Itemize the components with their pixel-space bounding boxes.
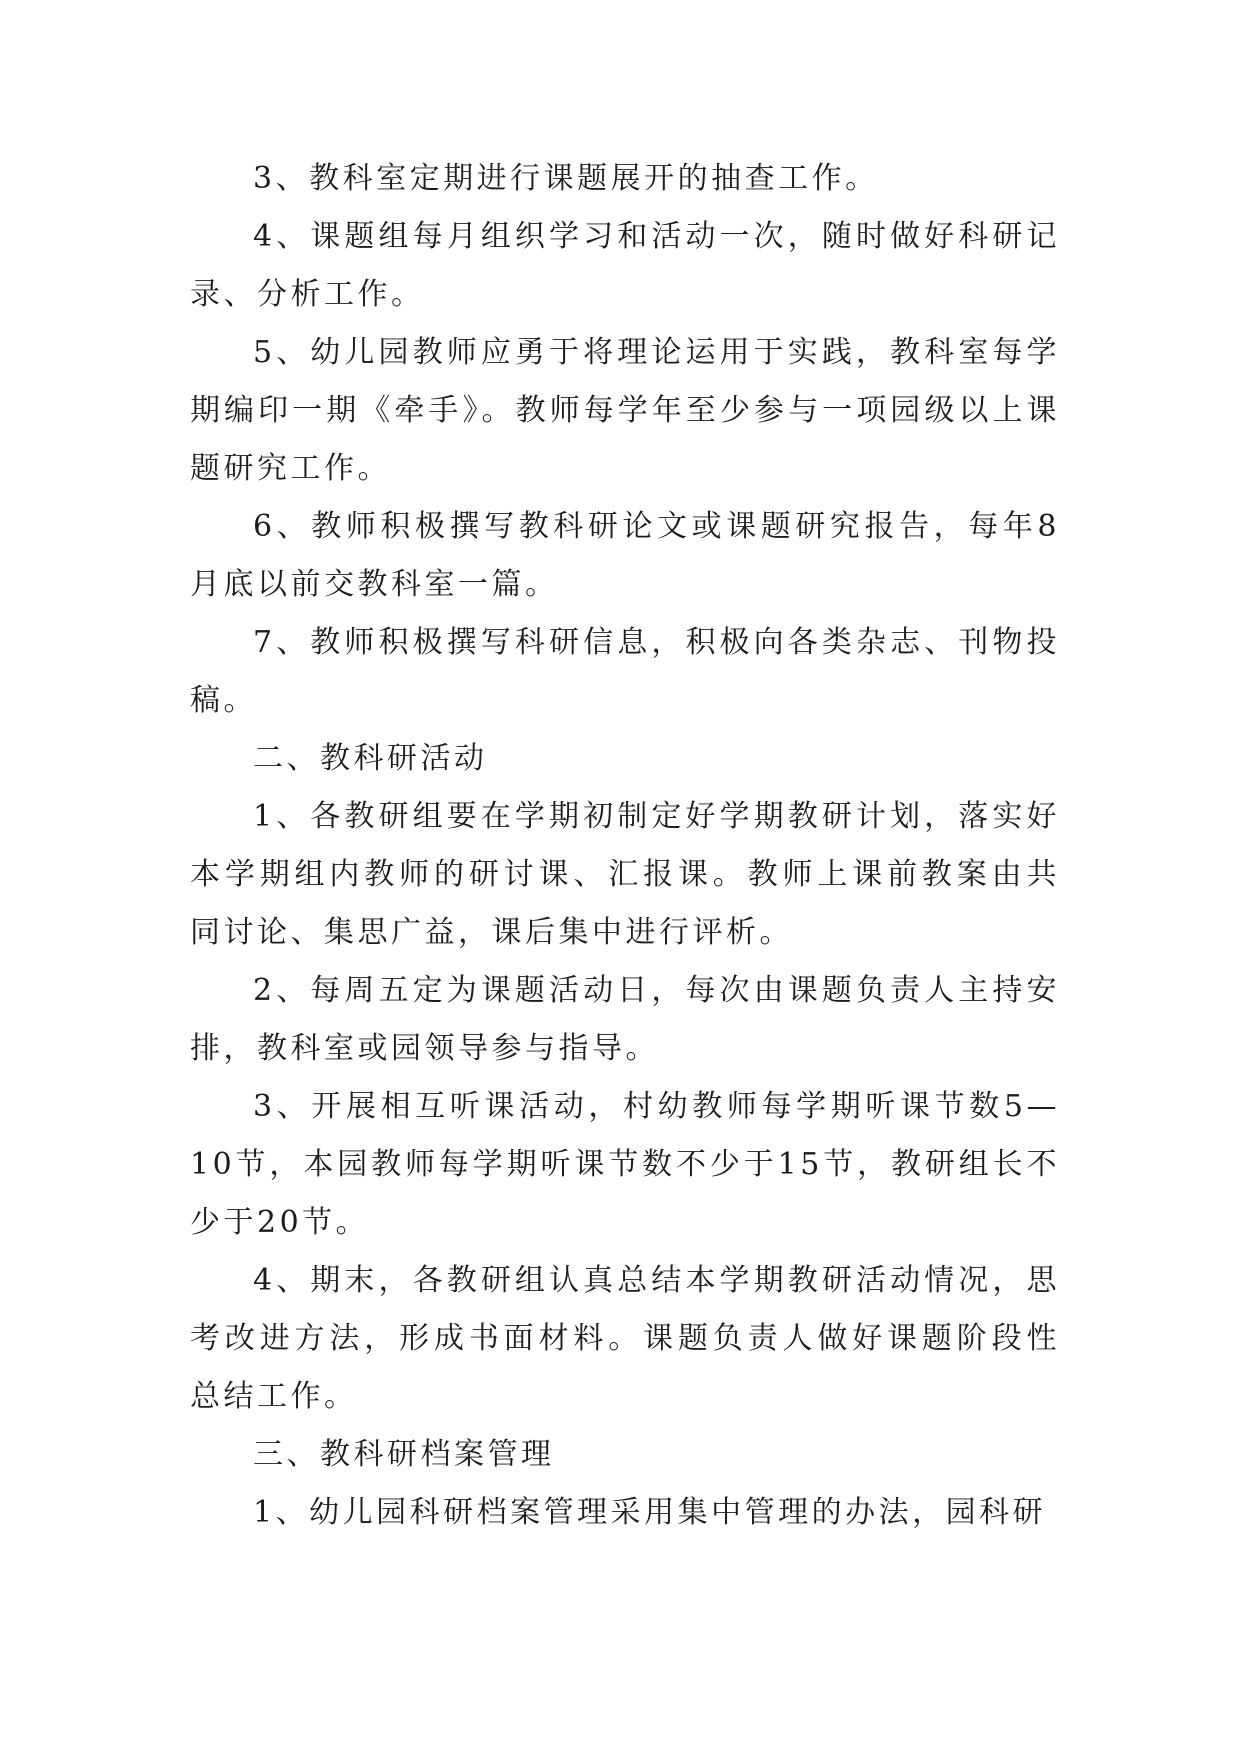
section-heading-archives: 三、教科研档案管理 xyxy=(253,1437,555,1472)
paragraph-item-7: 7、教师积极撰写科研信息，积极向各类杂志、刊物投稿。 xyxy=(190,625,1060,718)
paragraph-item-3: 3、教科室定期进行课题展开的抽查工作。 xyxy=(253,161,879,196)
paragraph-activity-2: 2、每周五定为课题活动日，每次由课题负责人主持安排，教科室或园领导参与指导。 xyxy=(190,973,1060,1066)
paragraph-activity-1: 1、各教研组要在学期初制定好学期教研计划，落实好本学期组内教师的研讨课、汇报课。教师上课前教案由共同讨论、集思广益，课后集中进行评析。 xyxy=(190,799,1060,950)
paragraph-activity-4: 4、期末，各教研组认真总结本学期教研活动情况，思考改进方法，形成书面材料。课题负责人做好课题阶段性总结工作。 xyxy=(190,1263,1060,1414)
paragraph-item-4: 4、课题组每月组织学习和活动一次，随时做好科研记录、分析工作。 xyxy=(190,219,1060,312)
paragraph-activity-3: 3、开展相互听课活动，村幼教师每学期听课节数5—10节，本园教师每学期听课节数不少于15节，教研组长不少于20节。 xyxy=(190,1089,1060,1240)
paragraph-archive-1: 1、幼儿园科研档案管理采用集中管理的办法，园科研 xyxy=(253,1495,1047,1530)
paragraph-item-5: 5、幼儿园教师应勇于将理论运用于实践，教科室每学期编印一期《牵手》。教师每学年至少参与一项园级以上课题研究工作。 xyxy=(190,335,1060,486)
paragraph-item-6: 6、教师积极撰写教科研论文或课题研究报告，每年8月底以前交教科室一篇。 xyxy=(190,509,1060,602)
document-body xyxy=(190,150,1060,1542)
section-heading-activities: 二、教科研活动 xyxy=(253,741,488,776)
